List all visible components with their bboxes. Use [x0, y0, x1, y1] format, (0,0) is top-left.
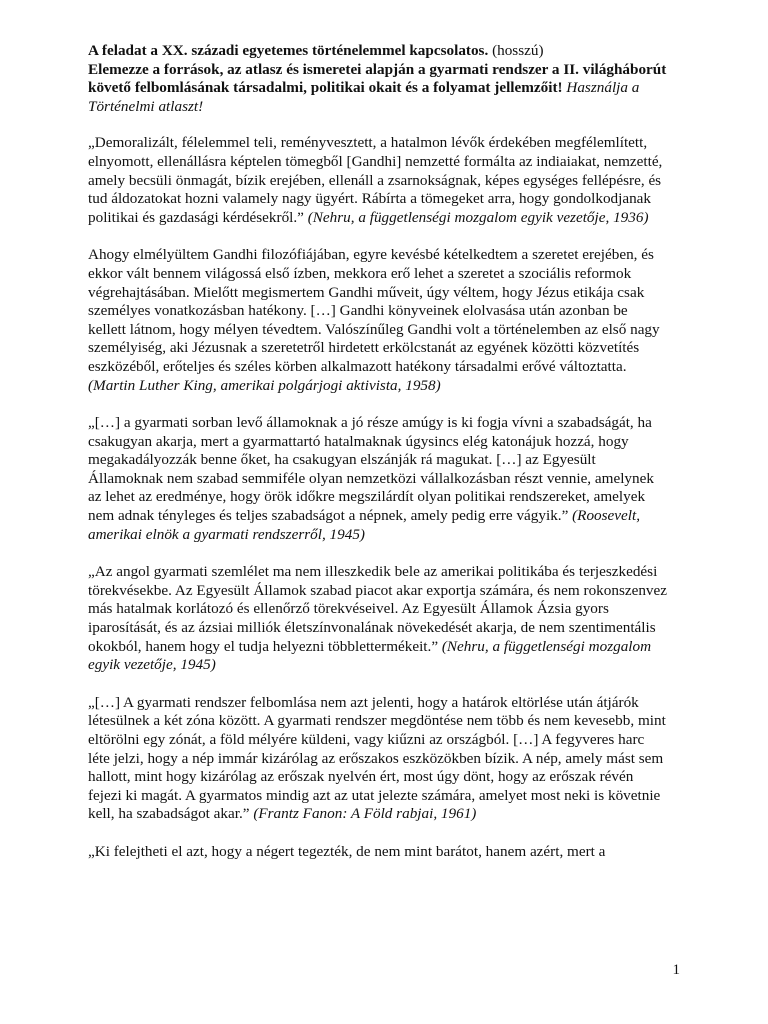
task-length-note: (hosszú): [488, 42, 544, 59]
source-text: „Az angol gyarmati szemlélet ma nem illeszkedik bele az amerikai politikába és terjeszkedési törekvésekbe. Az Egyesült Államok szabad piacot akar exportja számára, és nem rokonszenvez más hatalmak korlátozó és ellenőrző törekvéseivel. Az Egyesült Államok Ázsia gyors iparosítását, és az ázsiai milliók életszínvonalának növekedését akarja, de nem szentimentális okokból, hanem hogy el tudja helyezni többlettermékeit.”: [88, 563, 668, 655]
source-quote-6: [88, 843, 668, 862]
source-quote-3: [88, 414, 668, 544]
source-quote-1: [88, 134, 668, 227]
source-citation: (Nehru, a függetlenségi mozgalom egyik vezetője, 1936): [303, 208, 649, 226]
source-quote-2: [88, 246, 668, 395]
source-citation: (Frantz Fanon: A Föld rabjai, 1961): [249, 805, 477, 823]
source-text: „Demoralizált, félelemmel teli, reményvesztett, a hatalmon lévők érdekében megfélemlített, elnyomott, ellenállásra képtelen tömegből [Gandhi] nemzetté formálta az indiaiakat, nemzetté, amely becsüli önmagát, bízik erejében, ellenáll a zsarnokságnak, képes egységes fellépésre, és tud áldozatokat hozni valamely nagy ügyért. Rábírta a tömegeket arra, hogy gondolkodjanak politikai és gazdasági kérdésekről.”: [88, 134, 663, 226]
page-number: 1: [672, 962, 680, 978]
source-text: „[…] a gyarmati sorban levő államoknak a jó része amúgy is ki fogja vívni a szabadságát, ha csakugyan akarja, mert a gyarmattartó hatalmaknak úgysincs elég katonájuk hozzá, hogy megakadályozzák benne őket, ha csakugyan elszánják rá magukat. […] az Egyesült Államoknak nem szabad semmiféle olyan nemzetközi vállalkozásban részt vennie, amelynek az lehet az eredménye, hogy örök időkre megszilárdít olyan politikai rendszereket, amelyek nem adnak tényleges és teljes szabadságot a népnek, amely pedig erre vágyik.”: [88, 414, 654, 525]
task-title: A feladat a XX. századi egyetemes történelemmel kapcsolatos.: [88, 42, 489, 59]
source-quote-4: [88, 563, 668, 675]
source-citation: (Martin Luther King, amerikai polgárjogi aktivista, 1958): [88, 376, 441, 394]
source-citation: (Roosevelt, amerikai elnök a gyarmati rendszerről, 1945): [88, 507, 641, 543]
source-citation: (Nehru, a függetlenségi mozgalom egyik vezetője, 1945): [88, 637, 652, 674]
task-atlas-note: Használja a Történelmi atlaszt!: [88, 79, 640, 115]
source-text: „Ki felejtheti el azt, hogy a négert tegezték, de nem mint barátot, hanem azért, mert a: [88, 842, 606, 860]
source-text: „[…] A gyarmati rendszer felbomlása nem azt jelenti, hogy a határok eltörlése után átjárók létesülnek a két zóna között. A gyarmati rendszer megdöntése nem több és nem kevesebb, mint eltörölni egy zónát, a föld mélyére küldeni, vagy kiűzni az országból. […] A fegyveres harc léte jelzi, hogy a nép immár kizárólag az erőszakos eszközökben bízik. A nép, amely mást sem hallott, mint hogy kizárólag az erőszak nyelvén ért, most úgy dönt, hogy az erőszak révén fejezi ki magát. A gyarmatos mindig azt az utat jelezte számára, amelyet most neki is követnie kell, ha szabadságot akar.”: [88, 693, 666, 823]
source-quote-5: [88, 694, 668, 824]
task-instruction: Elemezze a források, az atlasz és ismeretei alapján a gyarmati rendszer a II. világháborút követő felbomlásának társadalmi, politikai okait és a folyamat jellemzőit!: [88, 60, 667, 97]
task-header: [88, 42, 668, 116]
source-text: Ahogy elmélyültem Gandhi filozófiájában, egyre kevésbé kételkedtem a szeretet erejében, és ekkor vált bennem világossá első ízben, mekkora erő lehet a szeretet a szociális reformok végrehajtásában. Mielőtt megismertem Gandhi műveit, úgy véltem, hogy Jézus etikája csak személyes vonatkozásban hatékony. […] Gandhi könyveinek elolvasása után azonban be kellett látnom, hogy mélyen tévedtem. Valószínűleg Gandhi volt a történelemben az első nagy személyiség, aki Jézusnak a szeretetről hirdetett erkölcstanát az egyének közötti közvetítés eszközéből, erőteljes és széles körben alkalmazott hatékony társadalmi erővé változtatta.: [88, 246, 660, 375]
document-page: [88, 42, 668, 881]
